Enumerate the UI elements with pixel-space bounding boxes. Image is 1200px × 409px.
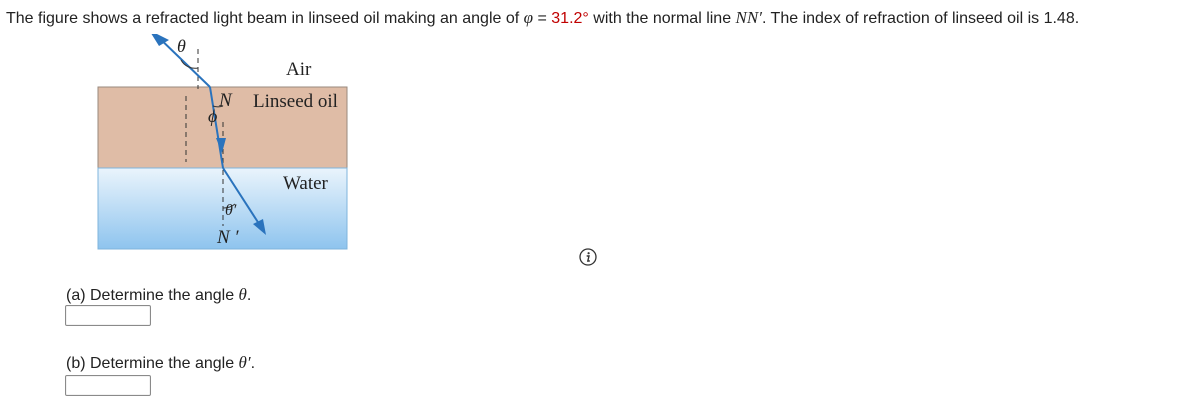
- problem-middle: with the normal line: [588, 10, 736, 27]
- question-b: [66, 353, 255, 373]
- phi-symbol: φ: [523, 8, 534, 27]
- question-b-symbol: θ′: [238, 353, 251, 372]
- info-circle-icon[interactable]: [579, 248, 597, 266]
- water-label: Water: [283, 173, 328, 194]
- theta-prime-label: θ′: [225, 202, 237, 219]
- normal-N-prime-label: N ′: [217, 227, 239, 248]
- linseed-oil-label: Linseed oil: [253, 91, 338, 112]
- air-label: Air: [286, 59, 312, 80]
- problem-suffix: . The index of refraction of linseed oil is 1.48.: [761, 10, 1080, 27]
- phi-label: ϕ: [208, 106, 218, 126]
- problem-statement: [6, 8, 1079, 28]
- normal-line-label: NN′: [735, 8, 762, 27]
- question-a-prefix: (a) Determine the angle: [66, 287, 239, 304]
- theta-label: θ: [177, 36, 186, 56]
- question-b-prefix: (b) Determine the angle: [66, 355, 239, 372]
- normal-N-label: N: [219, 90, 232, 111]
- problem-prefix: The figure shows a refracted light beam in linseed oil making an angle of: [6, 10, 524, 27]
- answer-a-input[interactable]: [65, 305, 151, 326]
- phi-value: 31.2°: [551, 10, 589, 27]
- question-b-suffix: .: [250, 355, 256, 372]
- question-a-suffix: .: [246, 287, 252, 304]
- problem-equals: =: [533, 10, 552, 27]
- question-a: [66, 285, 251, 305]
- answer-b-input[interactable]: [65, 375, 151, 396]
- question-a-symbol: θ: [238, 285, 247, 304]
- refraction-figure: [95, 34, 355, 260]
